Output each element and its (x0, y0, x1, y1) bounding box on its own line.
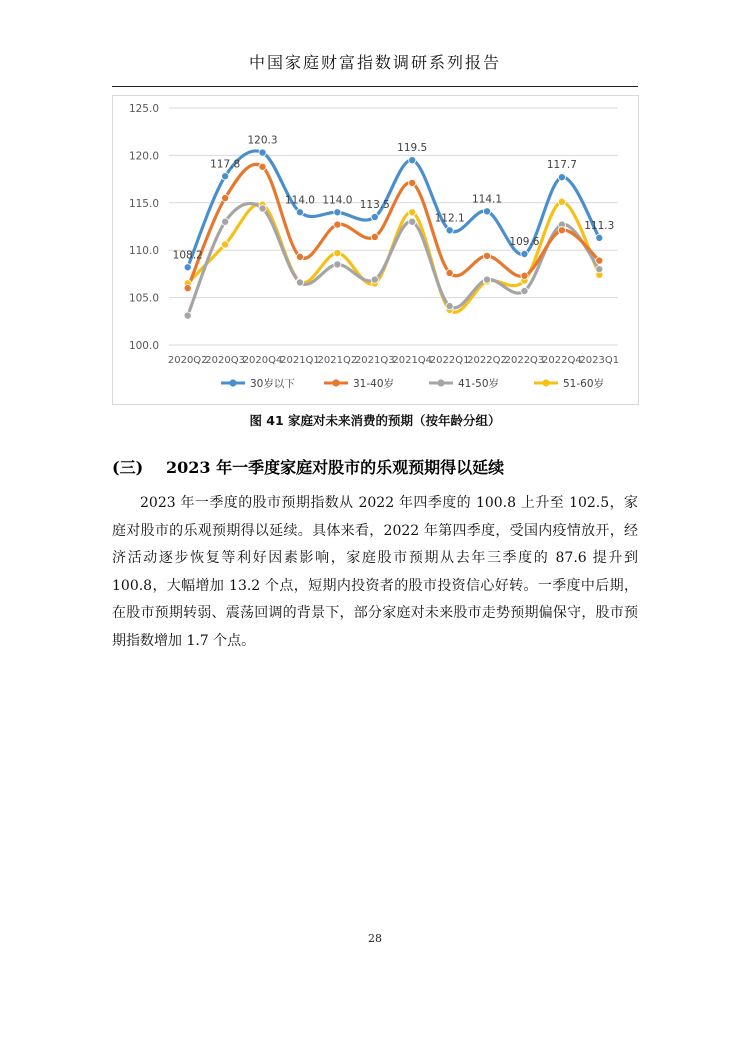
y-tick-label: 100.0 (128, 340, 159, 352)
data-point (409, 218, 416, 225)
y-tick-label: 105.0 (128, 292, 159, 305)
data-point (446, 269, 453, 276)
data-point (222, 218, 229, 225)
data-point (596, 257, 603, 264)
data-point (334, 209, 341, 216)
x-tick-label: 2020Q4 (242, 355, 283, 366)
data-point (184, 312, 191, 319)
x-tick-label: 2022Q2 (467, 355, 507, 366)
legend-marker (542, 379, 549, 386)
data-point (296, 253, 303, 260)
y-tick-labels (129, 103, 159, 352)
data-label: 112.1 (434, 212, 465, 225)
series-line (188, 202, 600, 312)
x-tick-label: 2021Q2 (317, 355, 358, 366)
x-tick-label: 2022Q1 (429, 355, 470, 366)
data-point (222, 173, 229, 180)
data-point (259, 163, 266, 170)
y-tick-label: 125.0 (128, 103, 159, 115)
x-tick-label: 2021Q1 (280, 355, 320, 366)
data-point (259, 149, 266, 156)
data-point (483, 252, 490, 259)
data-point (558, 227, 565, 234)
data-point (371, 233, 378, 240)
y-tick-label: 110.0 (128, 245, 159, 258)
data-point (558, 198, 565, 205)
series-lines (188, 151, 600, 316)
data-point (521, 250, 528, 257)
chart-frame (112, 95, 639, 405)
x-tick-label: 2021Q3 (354, 355, 395, 366)
data-point (409, 209, 416, 216)
data-label: 108.2 (172, 249, 203, 262)
x-tick-label: 2021Q4 (392, 355, 433, 366)
data-point (222, 241, 229, 248)
data-label: 111.3 (584, 219, 615, 232)
figure-caption: 图 41 家庭对未来消费的预期（按年龄分组） (249, 413, 501, 428)
data-label: 109.6 (509, 235, 540, 248)
data-point (334, 249, 341, 256)
data-point (296, 279, 303, 286)
legend-label: 51-60岁 (563, 378, 605, 390)
legend-label: 30岁以下 (250, 378, 295, 390)
chart-legend (221, 377, 604, 390)
x-tick-label: 2022Q4 (542, 355, 582, 366)
y-tick-label: 115.0 (128, 197, 159, 210)
report-header: 中国家庭财富指数调研系列报告 (248, 53, 501, 72)
data-point (371, 276, 378, 283)
data-label: 114.1 (472, 193, 503, 206)
data-point (259, 205, 266, 212)
data-point (222, 194, 229, 201)
data-point (409, 179, 416, 186)
legend-marker (332, 379, 339, 386)
data-point (483, 276, 490, 283)
x-tick-label: 2020Q3 (205, 355, 245, 366)
data-point (371, 213, 378, 220)
data-point (334, 221, 341, 228)
section-number: (三) (112, 458, 144, 477)
legend-label: 31-40岁 (353, 378, 395, 390)
data-label: 119.5 (397, 142, 428, 155)
data-point (596, 266, 603, 273)
data-point (296, 209, 303, 216)
data-label: 113.5 (359, 199, 390, 212)
data-point (483, 208, 490, 215)
data-point (334, 261, 341, 268)
page-number: 28 (368, 932, 382, 945)
section-heading (112, 455, 652, 478)
section-title-text: 2023 年一季度家庭对股市的乐观预期得以延续 (166, 458, 505, 477)
data-label: 120.3 (247, 134, 278, 147)
x-tick-label: 2020Q2 (167, 355, 208, 366)
body-paragraph: 2023 年一季度的股市预期指数从 2022 年四季度的 100.8 上升至 102.5，家庭对股市的乐观预期得以延续。具体来看，2022 年第四季度，受国内疫情放开，经济活动逐步恢复等利好因素影响，家庭股市预期从去年三季度的 87.6 提升到 100.8，大幅增加 13.2 个点，短期内投资者的股市投资信心好转。一季度中后期，在股市预期转弱、震荡回调的背景下，部分家庭对未来股市走势预期偏保守，股市预期指数增加 1.7 个点。 (112, 495, 638, 649)
legend-marker (229, 379, 236, 386)
consumption-expectation-chart (113, 96, 638, 404)
data-label: 117.8 (210, 158, 241, 171)
data-label: 114.0 (322, 194, 353, 207)
data-point (558, 174, 565, 181)
data-point (446, 303, 453, 310)
series-markers (184, 149, 603, 319)
data-point (596, 234, 603, 241)
data-point (184, 285, 191, 292)
data-point (409, 157, 416, 164)
header-rule (112, 86, 638, 87)
legend-label: 41-50岁 (458, 378, 500, 390)
x-tick-label: 2023Q1 (579, 355, 620, 366)
x-tick-label: 2022Q3 (504, 355, 545, 366)
legend-marker (437, 379, 444, 386)
data-point (521, 272, 528, 279)
y-tick-label: 120.0 (128, 150, 159, 163)
data-label: 114.0 (284, 194, 315, 207)
data-point (184, 264, 191, 271)
data-label: 117.7 (546, 159, 577, 172)
data-point (521, 287, 528, 294)
data-point (446, 227, 453, 234)
x-tick-labels (168, 355, 619, 366)
